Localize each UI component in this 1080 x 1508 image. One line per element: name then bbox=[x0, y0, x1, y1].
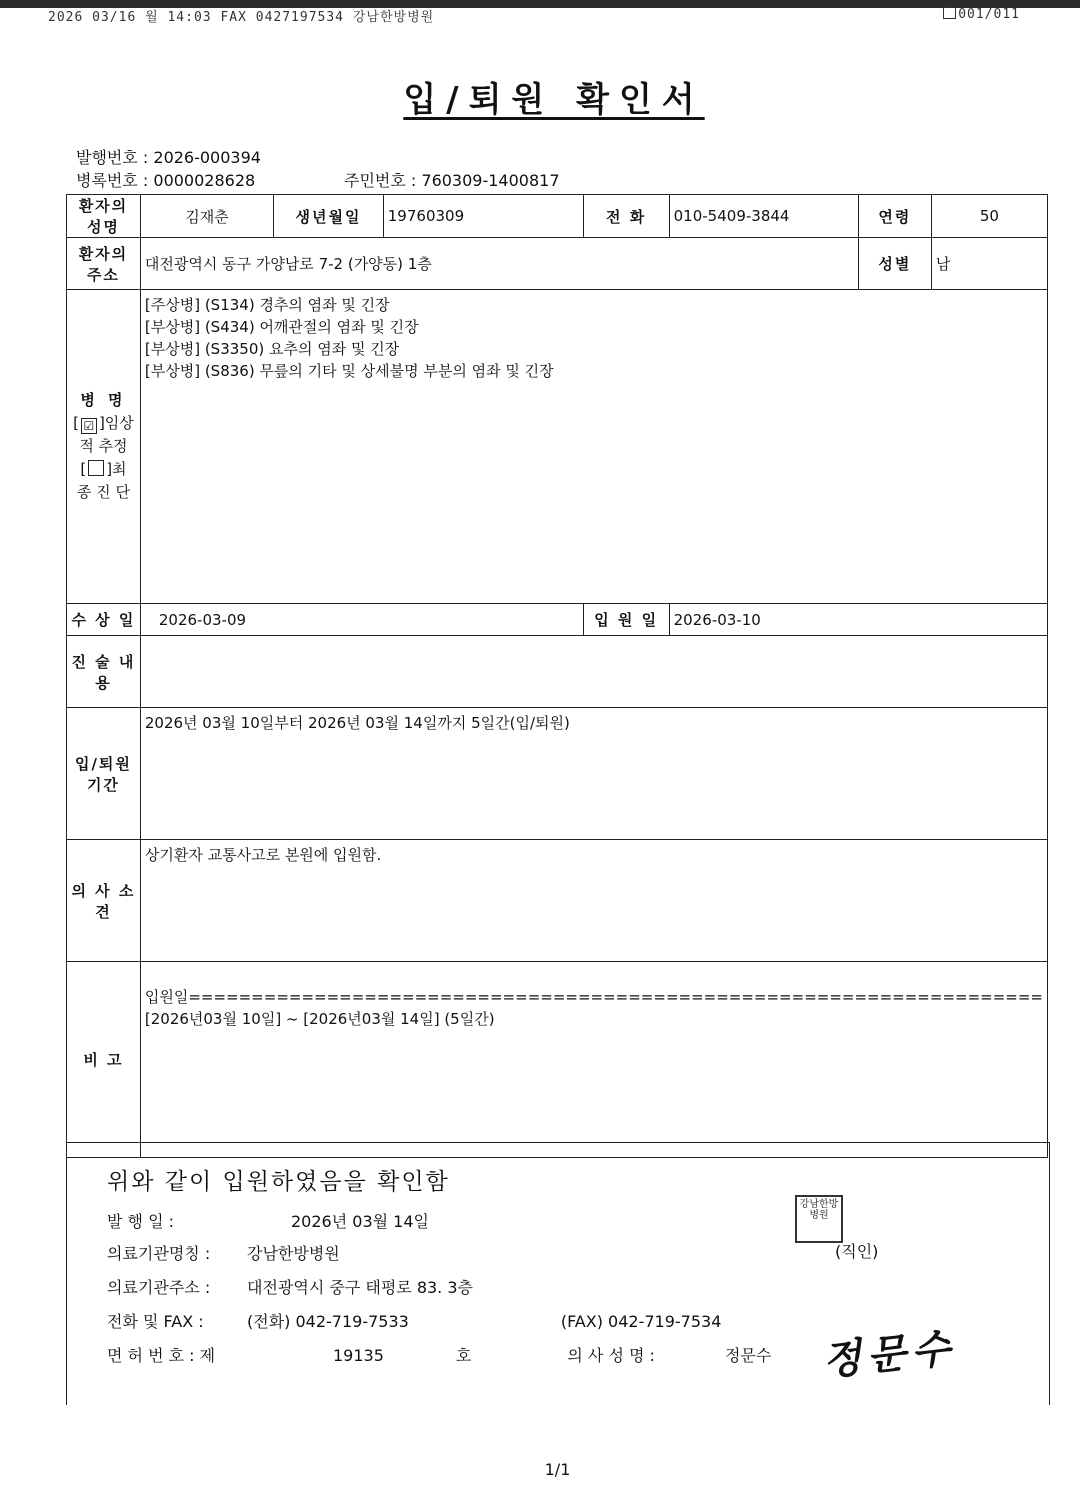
contact-row bbox=[107, 1309, 721, 1332]
address-label: 환자의 주소 bbox=[67, 238, 141, 290]
clinical-estimate-checkbox[interactable]: ☑ bbox=[81, 418, 97, 434]
age-label: 연령 bbox=[858, 195, 931, 238]
doctor-signature: 정문수 bbox=[820, 1324, 959, 1385]
issue-date-label: 발 행 일 : bbox=[107, 1212, 175, 1231]
diagnosis-label-stack bbox=[71, 389, 136, 504]
diagnosis-line: [주상병] (S134) 경추의 염좌 및 긴장 bbox=[144, 296, 390, 314]
final-diagnosis-checkbox[interactable] bbox=[88, 460, 104, 476]
official-seal: 강남한방병원 bbox=[795, 1195, 843, 1243]
fax-page-counter bbox=[943, 6, 1020, 22]
institution-address-row bbox=[107, 1275, 473, 1298]
phone-label: 전 화 bbox=[583, 195, 669, 238]
patient-age: 50 bbox=[931, 195, 1047, 238]
opinion-label: 의 사 소 견 bbox=[67, 840, 141, 962]
patient-dob: 19760309 bbox=[383, 195, 583, 238]
issue-number: 발행번호 : 2026-000394 bbox=[76, 148, 261, 167]
statement-row bbox=[67, 636, 1048, 708]
tel-number: (전화) 042-719-7533 bbox=[247, 1312, 409, 1331]
admission-date-label: 입 원 일 bbox=[583, 604, 669, 636]
remarks-label: 비 고 bbox=[67, 962, 141, 1158]
remarks-line2: [2026년03월 10일] ~ [2026년03월 14일] (5일간) bbox=[144, 1010, 495, 1028]
patient-name: 김재춘 bbox=[140, 195, 273, 238]
statement-label: 진 술 내 용 bbox=[67, 636, 141, 708]
institution-name: 강남한방병원 bbox=[247, 1244, 340, 1263]
document-title: 입/퇴원 확인서 bbox=[403, 80, 705, 120]
fax-header: 2026 03/16 월 14:03 FAX 0427197534 강남한방병원 bbox=[48, 10, 435, 25]
fax-page-number: 001/011 bbox=[958, 7, 1020, 22]
seal-note: (직인) bbox=[835, 1242, 879, 1261]
final-diagnosis-label: ]최 종 진 단 bbox=[76, 460, 130, 501]
admission-date: 2026-03-10 bbox=[669, 604, 1047, 636]
patient-name-row bbox=[67, 195, 1048, 238]
fax-number: (FAX) 042-719-7534 bbox=[560, 1312, 722, 1331]
doctor-label: 의 사 성 명 : bbox=[567, 1346, 655, 1365]
clinical-estimate-label: ]임상적 추정 bbox=[79, 414, 134, 455]
license-label: 면 허 번 호 : 제 bbox=[107, 1346, 216, 1365]
name-label: 환자의 성명 bbox=[67, 195, 141, 238]
period-value: 2026년 03월 10일부터 2026년 03월 14일까지 5일간(입/퇴원) bbox=[140, 708, 1047, 840]
footer-confirmation bbox=[66, 1142, 1050, 1405]
license-suffix: 호 bbox=[455, 1346, 472, 1365]
institution-name-label: 의료기관명칭 : bbox=[107, 1244, 211, 1263]
doctor-name: 정문수 bbox=[724, 1346, 772, 1365]
institution-address-label: 의료기관주소 : bbox=[107, 1278, 211, 1297]
institution-address: 대전광역시 중구 태평로 83. 3층 bbox=[247, 1278, 473, 1297]
dates-row bbox=[67, 604, 1048, 636]
opinion-value: 상기환자 교통사고로 본원에 입원함. bbox=[140, 840, 1047, 962]
injury-date: 2026-03-09 bbox=[140, 604, 583, 636]
period-label: 입/퇴원기간 bbox=[67, 708, 141, 840]
dob-label: 생년월일 bbox=[274, 195, 384, 238]
opinion-row bbox=[67, 840, 1048, 962]
record-number-row bbox=[76, 168, 560, 191]
confirmation-statement: 위와 같이 입원하였음을 확인함 bbox=[107, 1169, 450, 1195]
remarks-line1: 입원일==================================================================== bbox=[144, 988, 1043, 1006]
diagnosis-line: [부상병] (S434) 어깨관절의 염좌 및 긴장 bbox=[144, 318, 419, 336]
resident-number: 주민번호 : 760309-1400817 bbox=[344, 171, 560, 190]
final-diagnosis-option: [ ]최 종 진 단 bbox=[76, 460, 130, 501]
clinical-estimate-option: [ ☑ ]임상적 추정 bbox=[73, 414, 134, 455]
diagnosis-row bbox=[67, 290, 1048, 604]
diagnosis-line: [부상병] (S836) 무릎의 기타 및 상세불명 부분의 염좌 및 긴장 bbox=[144, 362, 554, 380]
diagnosis-list bbox=[140, 290, 1047, 604]
remarks-value bbox=[140, 962, 1047, 1158]
diagnosis-label-cell bbox=[67, 290, 141, 604]
record-number: 병록번호 : 0000028628 bbox=[76, 171, 256, 190]
issue-date: 2026년 03월 14일 bbox=[291, 1212, 429, 1231]
fax-page-icon bbox=[943, 6, 956, 19]
license-row bbox=[107, 1343, 771, 1366]
patient-sex: 남 bbox=[931, 238, 1047, 290]
institution-name-row bbox=[107, 1241, 340, 1264]
patient-address: 대전광역시 동구 가양남로 7-2 (가양동) 1층 bbox=[140, 238, 858, 290]
diagnosis-line: [부상병] (S3350) 요추의 염좌 및 긴장 bbox=[144, 340, 400, 358]
injury-date-label: 수 상 일 bbox=[67, 604, 141, 636]
issue-date-row bbox=[107, 1209, 429, 1232]
remarks-row bbox=[67, 962, 1048, 1158]
diagnosis-label: 병 명 bbox=[80, 391, 127, 409]
patient-address-row bbox=[67, 238, 1048, 290]
admission-form-table bbox=[66, 194, 1048, 1158]
page-indicator: 1/1 bbox=[544, 1460, 571, 1479]
period-row bbox=[67, 708, 1048, 840]
statement-value bbox=[140, 636, 1047, 708]
patient-phone: 010-5409-3844 bbox=[669, 195, 858, 238]
sex-label: 성별 bbox=[858, 238, 931, 290]
contact-label: 전화 및 FAX : bbox=[107, 1312, 204, 1331]
license-number: 19135 bbox=[333, 1346, 384, 1365]
